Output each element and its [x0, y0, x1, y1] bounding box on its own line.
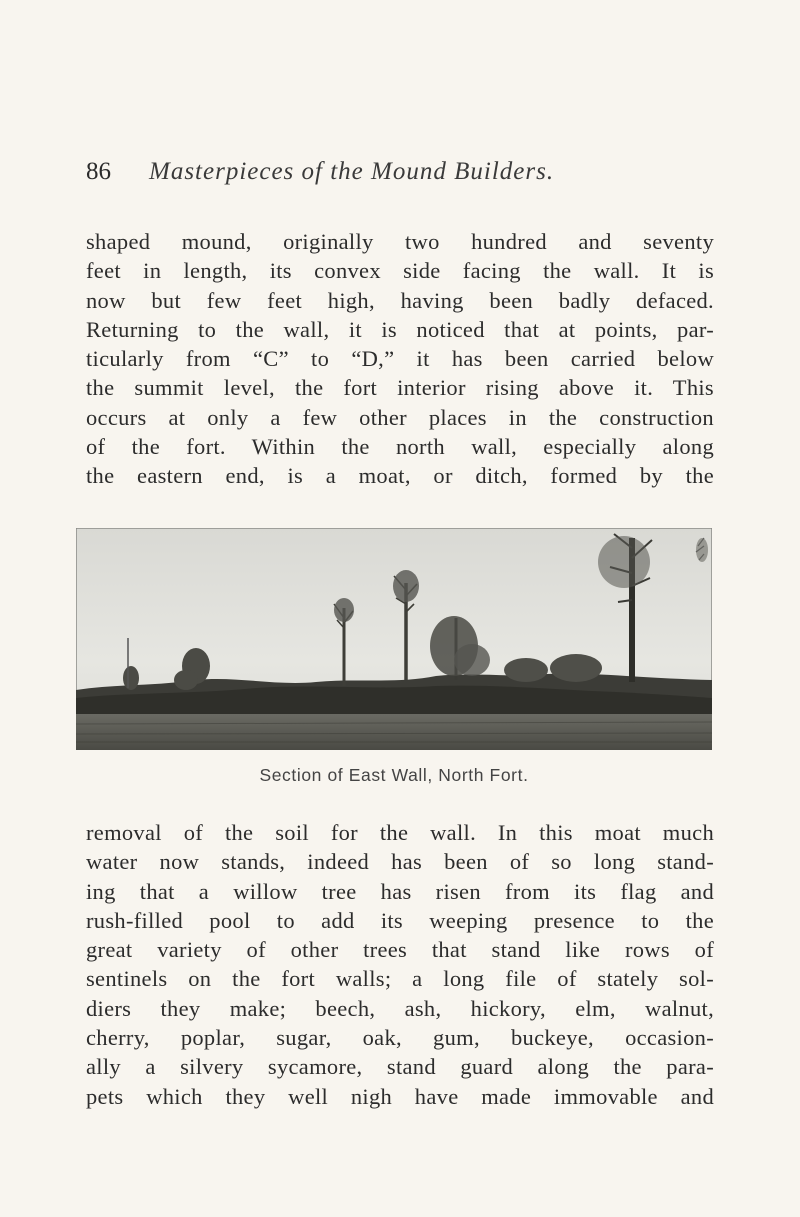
text-line: diers they make; beech, ash, hickory, elm, walnut, — [86, 995, 714, 1021]
text-line: great variety of other trees that stand like rows of — [86, 937, 714, 963]
page-number: 86 — [86, 158, 111, 185]
paragraph-top — [86, 227, 714, 491]
text-line: removal of the soil for the wall. In this moat much — [86, 820, 714, 845]
figure-caption: Section of East Wall, North Fort. — [259, 765, 529, 785]
text-line: pets which they well nigh have made immovable and — [86, 1083, 714, 1109]
text-line: feet in length, its convex side facing the wall. It is — [86, 258, 714, 284]
text-line: water now stands, indeed has been of so long stand- — [86, 849, 714, 875]
text-line: ing that a willow tree has risen from its flag and — [86, 878, 714, 904]
photograph-illustration — [76, 528, 712, 750]
text-line: the eastern end, is a moat, or ditch, formed by the — [86, 463, 714, 489]
paragraph-bottom — [86, 818, 714, 1111]
text-line: shaped mound, originally two hundred and seventy — [86, 229, 714, 254]
text-line: the summit level, the fort interior rising above it. This — [86, 375, 714, 401]
running-title: Masterpieces of the Mound Builders. — [149, 158, 555, 185]
text-line: occurs at only a few other places in the construction — [86, 404, 714, 430]
photograph-east-wall — [76, 528, 712, 750]
running-head — [86, 158, 726, 198]
text-line: now but few feet high, having been badly defaced. — [86, 287, 714, 313]
text-line: sentinels on the fort walls; a long file of stately sol- — [86, 966, 714, 992]
text-line: Returning to the wall, it is noticed that at points, par- — [86, 316, 714, 342]
text-line: cherry, poplar, sugar, oak, gum, buckeye, occasion- — [86, 1025, 714, 1051]
text-line: of the fort. Within the north wall, especially along — [86, 434, 714, 460]
text-line: rush-filled pool to add its weeping presence to the — [86, 907, 714, 933]
text-line: ticularly from “C” to “D,” it has been carried below — [86, 346, 714, 372]
text-line: ally a silvery sycamore, stand guard along the para- — [86, 1054, 714, 1080]
